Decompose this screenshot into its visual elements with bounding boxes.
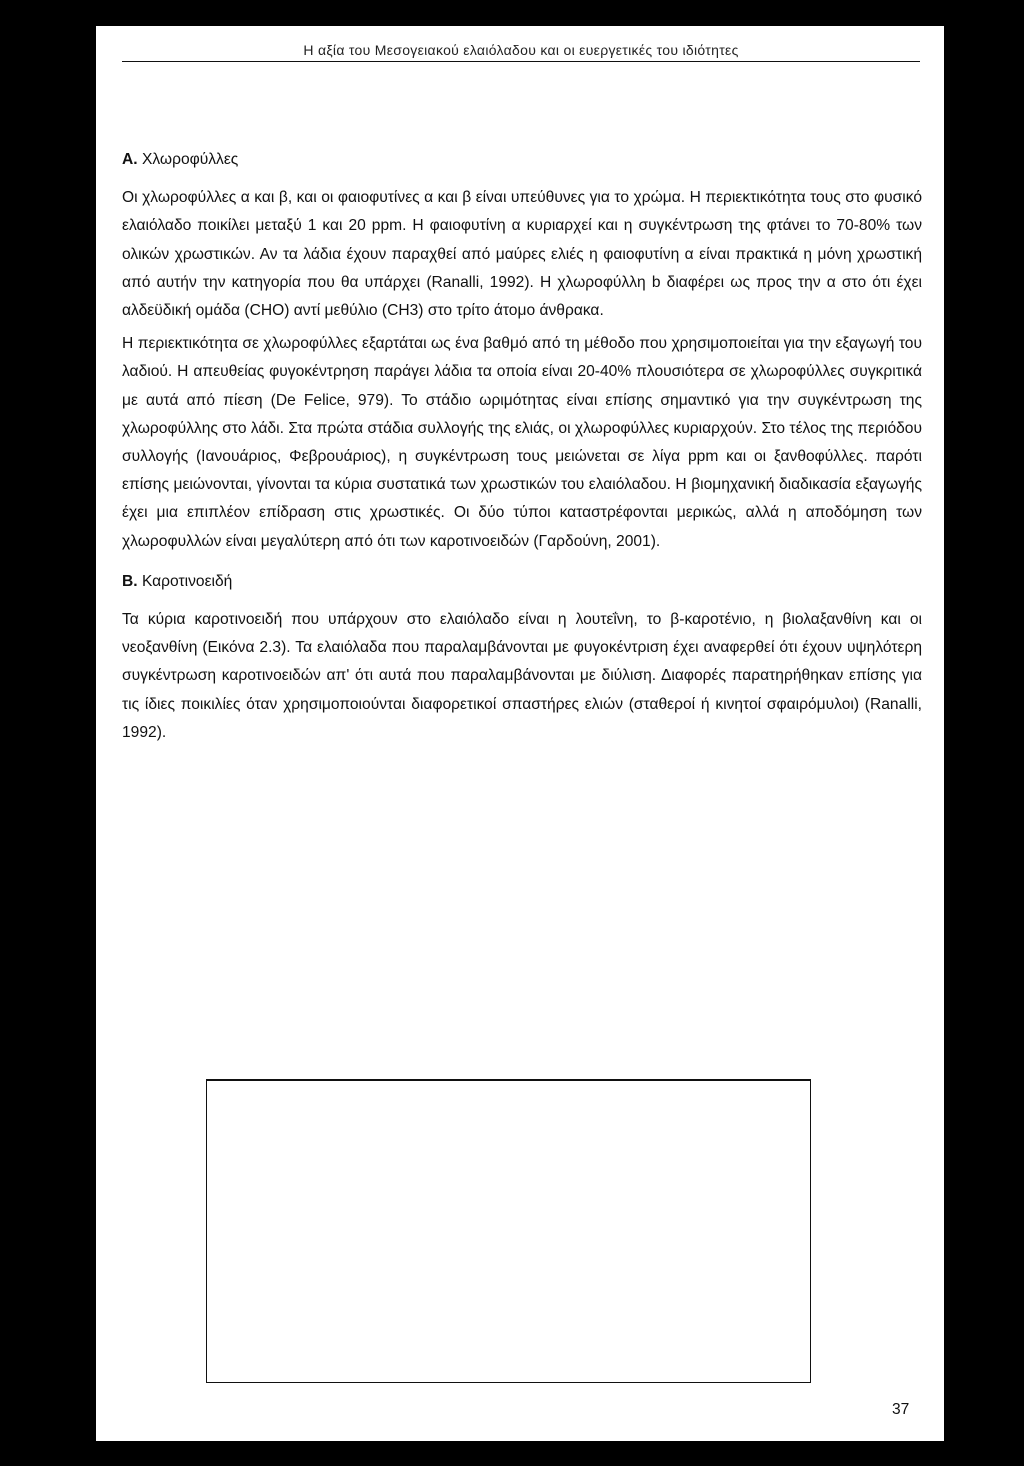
section-letter: Β. (122, 572, 138, 590)
page-body (122, 146, 922, 752)
document-page (96, 26, 944, 1441)
running-header: Η αξία του Μεσογειακού ελαιόλαδου και οι ευεργετικές του ιδιότητες (122, 42, 920, 62)
section-title: Καροτινοειδή (141, 572, 233, 590)
paragraph: Οι χλωροφύλλες α και β, και οι φαιοφυτίνες α και β είναι υπεύθυνες για το χρώμα. Η περιεκτικότητα τους στο φυσικό ελαιόλαδο ποικίλει μεταξύ 1 και 20 ppm. Η φαιοφυτίνη α κυριαρχεί και η συγκέντρωση της φτάνει το 70-80% των ολικών χρωστικών. Αν τα λάδια έχουν παραχθεί από μαύρες ελιές η φαιοφυτίνη α είναι πρακτικά η μόνη χρωστική από αυτήν την κατηγορία που θα υπάρχει (Ranalli, 1992). Η χλωροφύλλη b διαφέρει ως προς την α στο ότι έχει αλδεϋδική ομάδα (CHO) αντί μεθύλιο (CH3) στο τρίτο άτομο άνθρακα. (122, 189, 922, 320)
section-heading-carotenoids (122, 568, 922, 596)
section-letter: Α. (122, 151, 138, 168)
paragraph: Τα κύρια καροτινοειδή που υπάρχουν στο ελαιόλαδο είναι η λουτεΐνη, το β-καροτένιο, η βιολαξανθίνη και οι νεοξανθίνη (Εικόνα 2.3). Τα ελαιόλαδα που παραλαμβάνονται με φυγοκέντριση έχει αναφερθεί ότι έχουν υψηλότερη συγκέντρωση καροτινοειδών απ' ότι αυτά που παραλαμβάνονται με διύλιση. Διαφορές παρατηρήθηκαν επίσης για τις ίδιες ποικιλίες όταν χρησιμοποιούνται διαφορετικοί σπαστήρες ελιών (σταθεροί ή κινητοί σφαιρόμυλοι) (Ranalli, 1992). (122, 611, 922, 741)
paragraph: Η περιεκτικότητα σε χλωροφύλλες εξαρτάται ως ένα βαθμό από τη μέθοδο που χρησιμοποιείται για την εξαγωγή του λαδιού. Η απευθείας φυγοκέντρηση παράγει λάδια τα οποία είναι 20-40% πλουσιότερα σε χλωροφύλλες συγκριτικά με αυτά από πίεση (De Felice, 979). Το στάδιο ωριμότητας είναι επίσης σημαντικό για την συγκέντρωση της χλωροφύλλης στο λάδι. Στα πρώτα στάδια συλλογής της ελιάς, οι χλωροφύλλες κυριαρχούν. Στο τέλος της περιόδου συλλογής (Ιανουάριος, Φεβρουάριος), η συγκέντρωση τους μειώνεται σε λίγα ppm και οι ξανθοφύλλες. παρότι επίσης μειώνονται, γίνονται τα κύρια συστατικά των χρωστικών του ελαιόλαδου. Η βιομηχανική διαδικασία εξαγωγής έχει μια επιπλέον επίδραση στις χρωστικές. Οι δύο τύποι καταστρέφονται μερικώς, αλλά η αποδόμηση των χλωροφυλλών είναι μεγαλύτερη από ότι των καροτινοειδών (Γαρδούνη, 2001). (122, 335, 922, 550)
section-heading-chlorophylls (122, 146, 922, 174)
figure-frame (206, 1079, 811, 1383)
page-number: 37 (892, 1401, 910, 1418)
section-title: Χλωροφύλλες (141, 151, 239, 168)
